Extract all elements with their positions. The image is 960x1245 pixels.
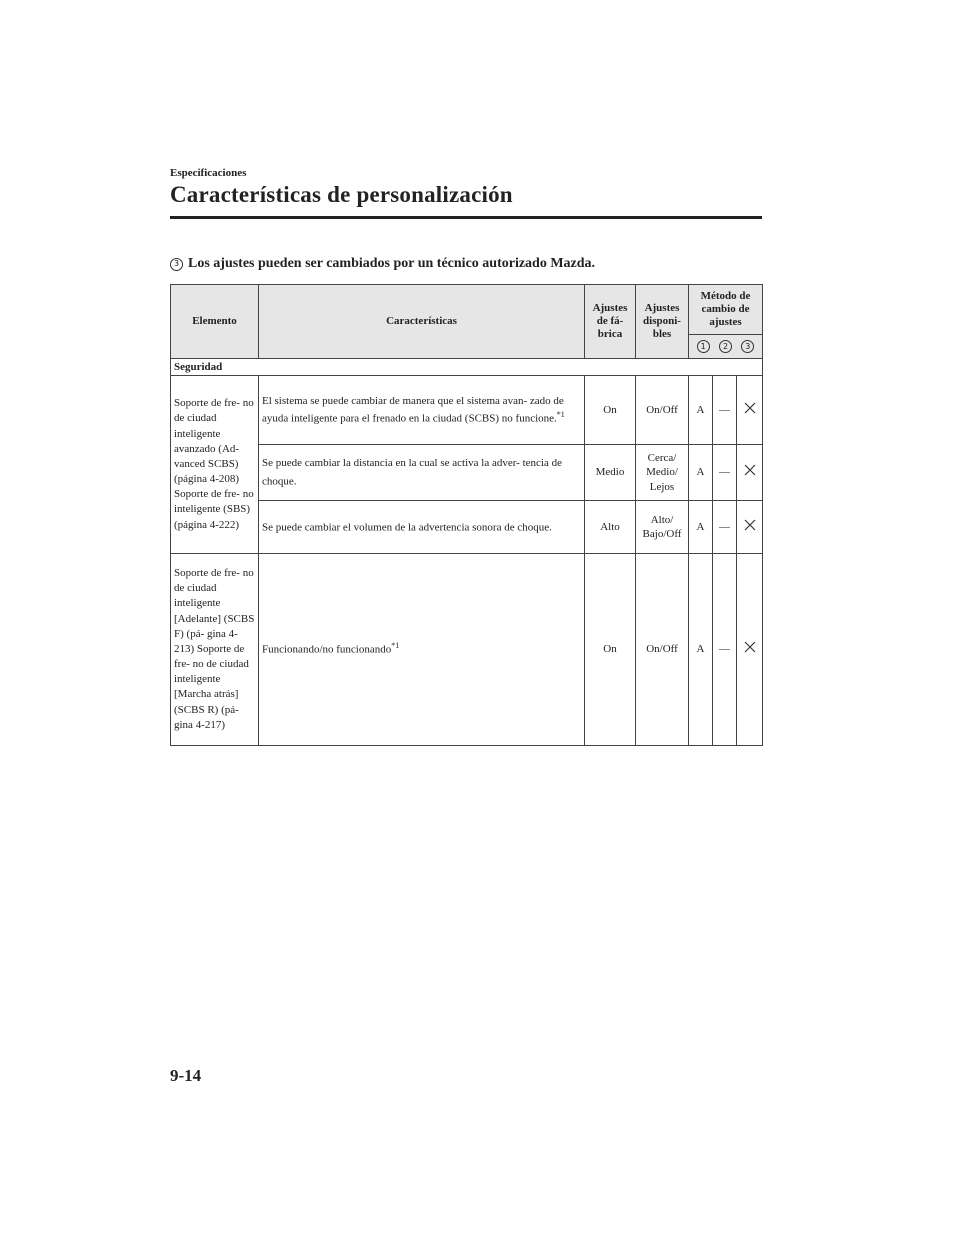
- feature-cell: El sistema se puede cambiar de manera que el sistema avan- zado de ayuda inteligente para el frenado en la ciudad (SCBS) no funcione.$^{*1}$: [259, 376, 585, 445]
- available-cell: Alto/ Bajo/Off: [636, 501, 689, 554]
- method-1-cell: A: [689, 554, 713, 746]
- header-method: Método de cambio de ajustes: [689, 285, 763, 335]
- section-row-seguridad: [171, 359, 763, 376]
- header-element: Elemento: [171, 285, 259, 359]
- header-available: Ajustes disponi- bles: [636, 285, 689, 359]
- method-1-cell: A: [689, 501, 713, 554]
- method-3-cell: [737, 445, 763, 501]
- method-1-cell: A: [689, 376, 713, 445]
- customization-table: [170, 284, 763, 746]
- method-2-cell: [713, 554, 737, 746]
- section-label: Especificaciones: [170, 167, 247, 179]
- circled-2-icon: 2: [719, 340, 732, 353]
- method-1-cell: A: [689, 445, 713, 501]
- factory-cell: On: [585, 376, 636, 445]
- header-method-columns: [689, 335, 763, 359]
- subheading-text: Los ajustes pueden ser cambiados por un técnico autorizado Mazda.: [188, 256, 596, 271]
- dash-mark: —: [719, 403, 730, 416]
- method-2-cell: [713, 445, 737, 501]
- feature-cell: Se puede cambiar el volumen de la advertencia sonora de choque.: [259, 501, 585, 554]
- x-mark-icon: [744, 519, 756, 531]
- factory-cell: Medio: [585, 445, 636, 501]
- page-number: 9-14: [170, 1066, 202, 1085]
- element-cell: Soporte de fre- no de ciudad inteligente avanzado (Ad- vanced SCBS) (página 4-208) Soporte de fre- no inteligente (SBS) (página 4-222): [171, 376, 259, 554]
- available-cell: Cerca/ Medio/ Lejos: [636, 445, 689, 501]
- circled-3-icon: 3: [741, 340, 754, 353]
- table-row: [171, 501, 763, 554]
- table-row: [171, 554, 763, 746]
- x-mark-icon: [744, 464, 756, 476]
- factory-cell: Alto: [585, 501, 636, 554]
- method-2-cell: [713, 501, 737, 554]
- table-row: [171, 445, 763, 501]
- element-cell: Soporte de fre- no de ciudad inteligente [Adelante] (SCBS F) (pá- gina 4-213) Soporte de fre- no de ciudad inteligente [Marcha atrás] (SCBS R) (pá- gina 4-217): [171, 554, 259, 746]
- circled-1-icon: 1: [697, 340, 710, 353]
- method-2-cell: [713, 376, 737, 445]
- feature-cell: Funcionando/no funcionando$^{*1}$: [259, 554, 585, 746]
- section-title: Seguridad: [171, 359, 763, 376]
- subheading: [170, 256, 595, 272]
- method-3-cell: [737, 501, 763, 554]
- page-title: Características de personalización: [170, 182, 513, 207]
- x-mark-icon: [744, 641, 756, 653]
- header-factory: Ajustes de fá- brica: [585, 285, 636, 359]
- x-mark-icon: [744, 402, 756, 414]
- dash-mark: —: [719, 520, 730, 533]
- available-cell: On/Off: [636, 554, 689, 746]
- available-cell: On/Off: [636, 376, 689, 445]
- table-row: [171, 376, 763, 445]
- factory-cell: On: [585, 554, 636, 746]
- dash-mark: —: [719, 466, 730, 479]
- title-rule: [170, 216, 762, 219]
- circled-number-icon: 3: [170, 258, 183, 271]
- method-3-cell: [737, 554, 763, 746]
- dash-mark: —: [719, 643, 730, 656]
- method-3-cell: [737, 376, 763, 445]
- header-features: Características: [259, 285, 585, 359]
- feature-cell: Se puede cambiar la distancia en la cual se activa la adver- tencia de choque.: [259, 445, 585, 501]
